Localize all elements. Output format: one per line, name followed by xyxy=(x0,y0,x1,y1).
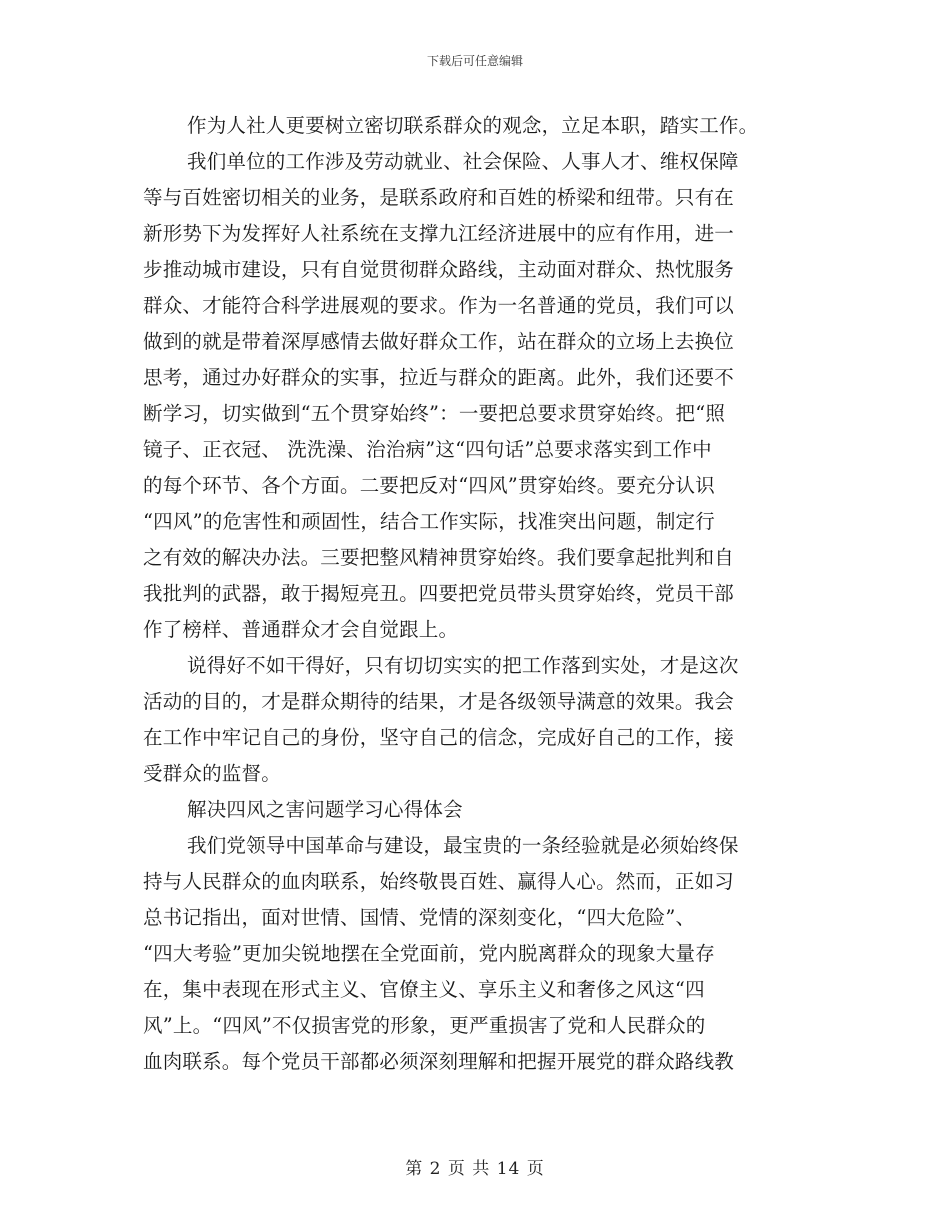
text-line: “四大考验”更加尖锐地摆在全党面前，党内脱离群众的现象大量存 xyxy=(143,942,715,965)
text-line: 做到的就是带着深厚感情去做好群众工作，站在群众的立场上去换位 xyxy=(143,330,735,353)
text-line: 说得好不如干得好，只有切切实实的把工作落到实处，才是这次 xyxy=(187,654,739,677)
text-line: 我批判的武器，敢于揭短亮丑。四要把党员带头贯穿始终，党员干部 xyxy=(143,582,735,605)
text-line: 我们单位的工作涉及劳动就业、社会保险、人事人才、维权保障 xyxy=(187,150,739,173)
text-line: 作了榜样、普通群众才会自觉跟上。 xyxy=(143,618,459,641)
document-body xyxy=(143,108,815,1080)
text-line: 我们党领导中国革命与建设，最宝贵的一条经验就是必须始终保 xyxy=(187,834,739,857)
text-line: 断学习，切实做到“五个贯穿始终”：一要把总要求贯穿始终。把“照 xyxy=(143,402,726,425)
text-line: 镜子、正衣冠、 洗洗澡、治治病”这“四句话”总要求落实到工作中 xyxy=(143,438,712,461)
text-line: 群众、才能符合科学进展观的要求。作为一名普通的党员，我们可以 xyxy=(143,294,735,317)
text-line: 活动的目的，才是群众期待的结果，才是各级领导满意的效果。我会 xyxy=(143,690,735,713)
text-line: 风”上。“四风”不仅损害党的形象，更严重损害了党和人民群众的 xyxy=(143,1014,706,1037)
page-footer: 第 2 页 共 14 页 xyxy=(405,1159,545,1179)
text-line: 在，集中表现在形式主义、官僚主义、享乐主义和奢侈之风这“四 xyxy=(143,978,705,1001)
page-header: 下载后可任意编辑 xyxy=(426,54,523,68)
text-line: 等与百姓密切相关的业务，是联系政府和百姓的桥梁和纽带。只有在 xyxy=(143,186,735,209)
text-line: 的每个环节、各个方面。二要把反对“四风”贯穿始终。要充分认识 xyxy=(143,474,715,497)
text-line: 血肉联系。每个党员干部都必须深刻理解和把握开展党的群众路线教 xyxy=(143,1050,735,1073)
text-line: 之有效的解决办法。三要把整风精神贯穿始终。我们要拿起批判和自 xyxy=(143,546,735,569)
text-line: 受群众的监督。 xyxy=(143,762,281,785)
text-line: 持与人民群众的血肉联系，始终敬畏百姓、赢得人心。然而，正如习 xyxy=(143,870,735,893)
text-line: 作为人社人更要树立密切联系群众的观念，立足本职，踏实工作。 xyxy=(187,114,759,137)
text-line: “四风”的危害性和顽固性，结合工作实际，找准突出问题，制定行 xyxy=(143,510,715,533)
text-line: 新形势下为发挥好人社系统在支撑九江经济进展中的应有作用，进一 xyxy=(143,222,735,245)
text-line: 在工作中牢记自己的身份，坚守自己的信念，完成好自己的工作，接 xyxy=(143,726,735,749)
text-line: 步推动城市建设，只有自觉贯彻群众路线，主动面对群众、热忱服务 xyxy=(143,258,735,281)
section-heading: 解决四风之害问题学习心得体会 xyxy=(187,798,463,821)
text-line: 思考，通过办好群众的实事，拉近与群众的距离。此外，我们还要不 xyxy=(143,366,735,389)
text-line: 总书记指出，面对世情、国情、党情的深刻变化，“四大危险”、 xyxy=(143,906,696,929)
